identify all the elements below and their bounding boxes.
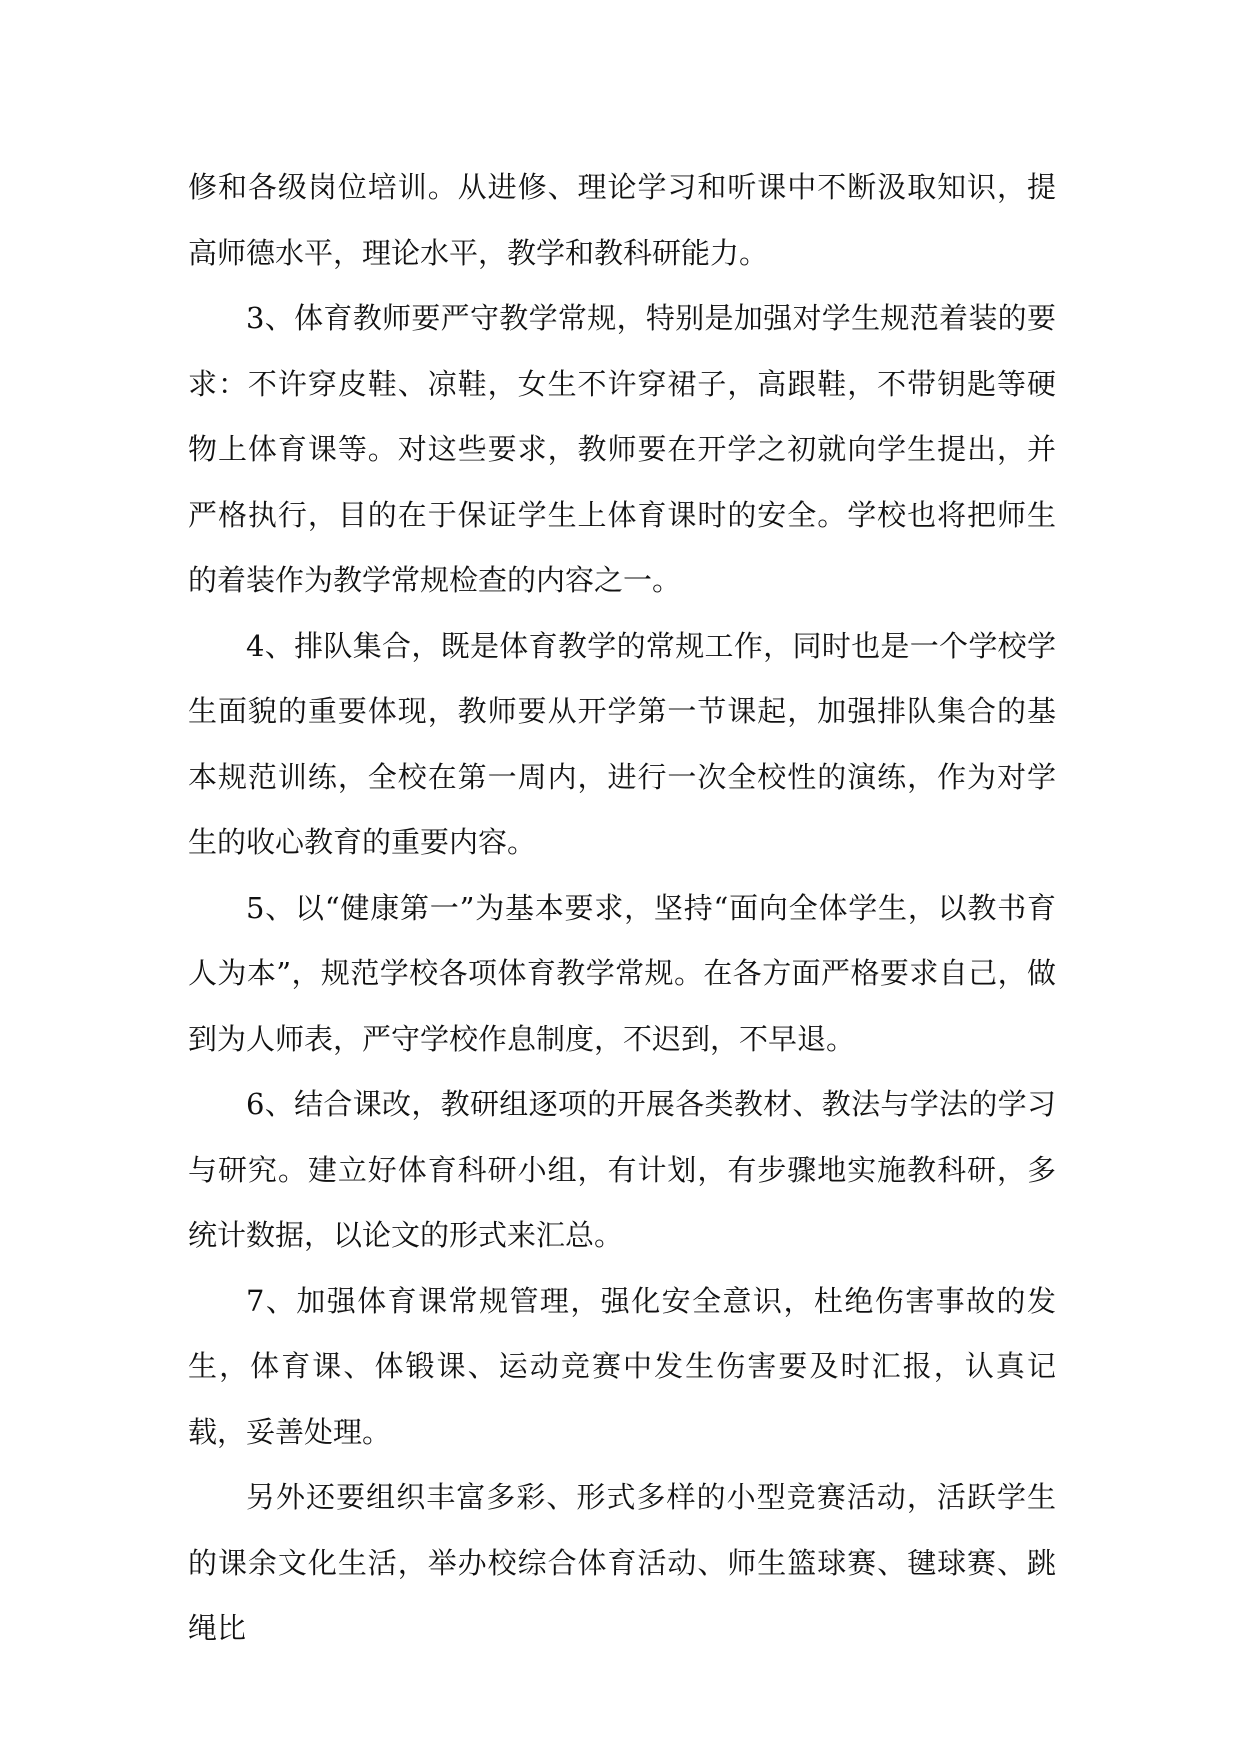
paragraph-additional: 另外还要组织丰富多彩、形式多样的小型竞赛活动，活跃学生的课余文化生活，举办校综合体育活动、师生篮球赛、毽球赛、跳绳比 <box>188 1480 1056 1645</box>
paragraph-item-3: 3、体育教师要严守教学常规，特别是加强对学生规范着装的要求：不许穿皮鞋、凉鞋，女生不许穿裙子，高跟鞋，不带钥匙等硬物上体育课等。对这些要求，教师要在开学之初就向学生提出，并严格执行，目的在于保证学生上体育课时的安全。学校也将把师生的着装作为教学常规检查的内容之一。 <box>188 301 1056 597</box>
paragraph-item-4: 4、排队集合，既是体育教学的常规工作，同时也是一个学校学生面貌的重要体现，教师要从开学第一节课起，加强排队集合的基本规范训练，全校在第一周内，进行一次全校性的演练，作为对学生的收心教育的重要内容。 <box>188 628 1056 859</box>
paragraph-item-5: 5、以“健康第一”为基本要求，坚持“面向全体学生，以教书育人为本”，规范学校各项体育教学常规。在各方面严格要求自己，做到为人师表，严守学校作息制度，不迟到，不早退。 <box>188 890 1056 1056</box>
document-body <box>188 155 1056 1662</box>
paragraph-1: 修和各级岗位培训。从进修、理论学习和听课中不断汲取知识，提高师德水平，理论水平，教学和教科研能力。 <box>188 170 1056 270</box>
paragraph-item-7: 7、加强体育课常规管理，强化安全意识，杜绝伤害事故的发生，体育课、体锻课、运动竞赛中发生伤害要及时汇报，认真记载，妥善处理。 <box>188 1283 1056 1449</box>
paragraph-item-6: 6、结合课改，教研组逐项的开展各类教材、教法与学法的学习与研究。建立好体育科研小组，有计划，有步骤地实施教科研，多统计数据，以论文的形式来汇总。 <box>188 1087 1056 1252</box>
